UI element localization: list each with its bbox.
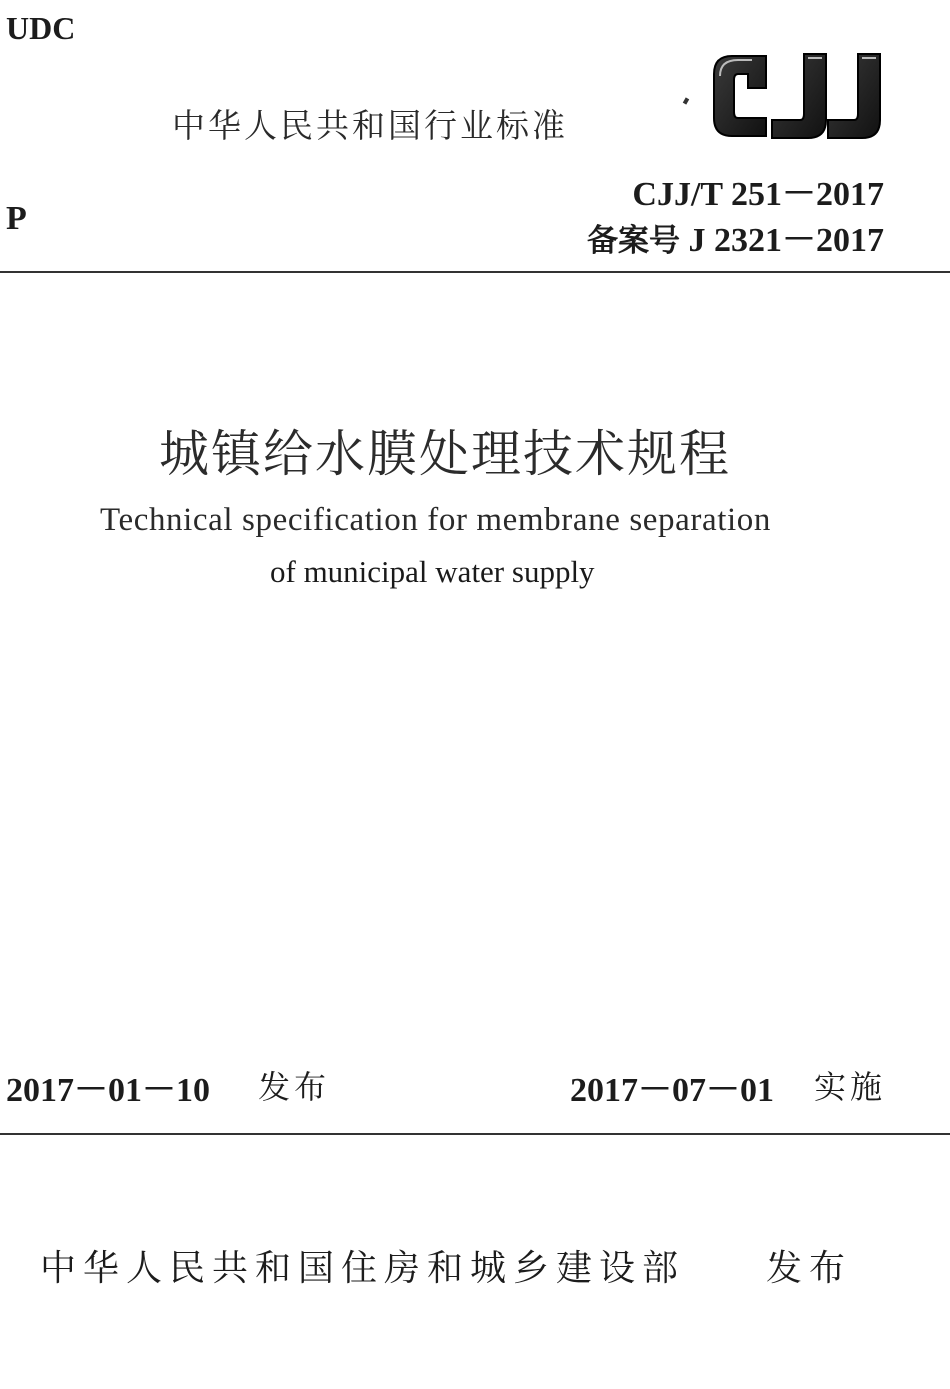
issue-date: 2017－01－10 — [6, 1072, 210, 1109]
category-label: P — [6, 200, 27, 237]
title-english-line-1: Technical specification for membrane separation — [100, 502, 771, 538]
standard-number: CJJ/T 251－2017 — [632, 176, 884, 213]
bottom-divider — [0, 1133, 950, 1135]
implementation-label: 实施 — [814, 1068, 887, 1106]
decorative-tick — [683, 97, 689, 104]
publisher-name: 中华人民共和国住房和城乡建设部 — [40, 1248, 686, 1289]
logo-letter-c — [714, 56, 766, 136]
record-label: 备案号 — [587, 223, 680, 259]
title-english-line-2: of municipal water supply — [270, 554, 595, 589]
publish-label: 发布 — [766, 1248, 853, 1289]
industry-standard-heading: 中华人民共和国行业标准 — [172, 106, 568, 145]
implementation-date: 2017－07－01 — [570, 1072, 774, 1109]
logo-letter-j-1 — [772, 54, 826, 138]
record-number-line — [587, 212, 884, 261]
issue-label: 发布 — [258, 1068, 331, 1106]
record-number: J 2321－2017 — [688, 222, 884, 259]
logo-letter-j-2 — [828, 54, 880, 138]
title-chinese: 城镇给水膜处理技术规程 — [159, 425, 731, 483]
cjj-logo — [708, 48, 888, 144]
top-divider — [0, 271, 950, 273]
udc-label: UDC — [6, 10, 76, 46]
